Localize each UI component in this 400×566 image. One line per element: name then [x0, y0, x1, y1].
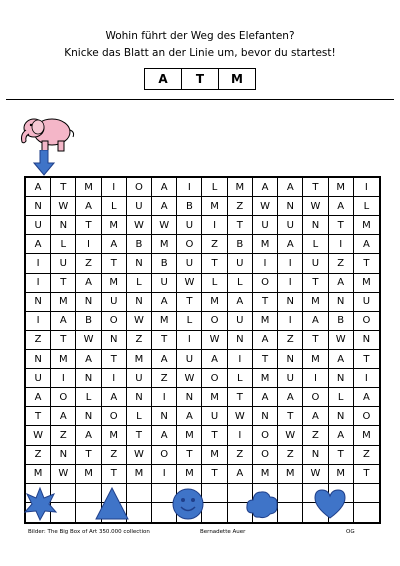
grid-cell: Z	[278, 446, 303, 465]
grid-cell: U	[278, 369, 303, 388]
grid-cell: I	[253, 254, 278, 273]
sequence-letter: T	[181, 69, 218, 89]
grid-cell: T	[253, 350, 278, 369]
grid-cell: A	[329, 274, 354, 293]
letter-grid	[24, 176, 381, 524]
grid-cell: Z	[102, 446, 127, 465]
grid-cell: B	[228, 235, 253, 254]
grid-cell: A	[228, 293, 253, 312]
grid-cell: A	[354, 388, 379, 407]
grid-cell: L	[177, 312, 202, 331]
grid-cell: A	[102, 235, 127, 254]
grid-cell: I	[26, 312, 51, 331]
grid-cell: N	[127, 293, 152, 312]
grid-cell: N	[26, 293, 51, 312]
grid-cell: I	[102, 369, 127, 388]
grid-cell: Z	[228, 197, 253, 216]
grid-cell: L	[76, 388, 101, 407]
grid-cell: W	[51, 465, 76, 484]
grid-cell: A	[152, 426, 177, 445]
grid-cell: O	[102, 407, 127, 426]
grid-cell: U	[127, 369, 152, 388]
grid-cell: A	[76, 350, 101, 369]
grid-cell: A	[102, 388, 127, 407]
grid-cell: L	[228, 274, 253, 293]
grid-cell: N	[329, 369, 354, 388]
grid-cell: I	[177, 178, 202, 197]
grid-cell: B	[76, 312, 101, 331]
grid-cell: O	[177, 235, 202, 254]
grid-cell: A	[76, 274, 101, 293]
grid-cell: T	[202, 465, 227, 484]
grid-cell: M	[354, 274, 379, 293]
grid-cell: U	[177, 254, 202, 273]
grid-cell: B	[329, 312, 354, 331]
grid-cell: T	[303, 274, 328, 293]
grid-cell: B	[177, 197, 202, 216]
grid-cell: U	[278, 216, 303, 235]
fold-line	[6, 99, 394, 100]
grid-cell: M	[228, 178, 253, 197]
grid-cell: N	[303, 216, 328, 235]
grid-cell: U	[253, 216, 278, 235]
grid-cell: N	[329, 293, 354, 312]
grid-cell: T	[102, 254, 127, 273]
down-arrow-icon	[33, 150, 55, 176]
grid-cell: M	[202, 388, 227, 407]
grid-cell: T	[102, 350, 127, 369]
heart-shape-icon	[312, 486, 348, 522]
triangle-shape-icon	[94, 486, 130, 522]
grid-cell: T	[51, 331, 76, 350]
grid-cell: T	[51, 274, 76, 293]
grid-cell: M	[152, 235, 177, 254]
grid-cell: U	[51, 254, 76, 273]
grid-cell: M	[102, 426, 127, 445]
letter-sequence	[144, 68, 256, 90]
grid-cell: A	[51, 407, 76, 426]
grid-cell: L	[202, 178, 227, 197]
grid-cell: Z	[278, 331, 303, 350]
grid-cell: T	[329, 216, 354, 235]
grid-cell: T	[177, 446, 202, 465]
grid-cell: I	[228, 350, 253, 369]
grid-cell: M	[278, 465, 303, 484]
grid-cell: T	[354, 254, 379, 273]
grid-cell: N	[127, 254, 152, 273]
grid-cell: B	[127, 235, 152, 254]
grid-cell: M	[76, 465, 101, 484]
grid-cell: I	[76, 235, 101, 254]
grid-cell: U	[26, 216, 51, 235]
grid-cell: O	[202, 312, 227, 331]
grid-cell: W	[177, 369, 202, 388]
grid-cell: T	[303, 178, 328, 197]
grid-cell: A	[152, 293, 177, 312]
grid-cell: W	[127, 312, 152, 331]
grid-cell: O	[152, 446, 177, 465]
instruction-title: Wohin führt der Weg des Elefanten?	[105, 30, 295, 42]
elephant-icon	[18, 110, 76, 154]
grid-cell: N	[278, 350, 303, 369]
grid-cell: A	[278, 235, 303, 254]
grid-cell: I	[177, 331, 202, 350]
grid-cell: M	[152, 312, 177, 331]
grid-cell: T	[152, 331, 177, 350]
grid-cell: N	[26, 350, 51, 369]
grid-cell: M	[177, 426, 202, 445]
grid-cell: M	[329, 465, 354, 484]
grid-cell: M	[253, 312, 278, 331]
grid-cell: U	[102, 293, 127, 312]
grid-cell: O	[253, 426, 278, 445]
grid-cell: I	[51, 369, 76, 388]
smiley-shape-icon	[170, 486, 206, 522]
grid-cell: I	[278, 254, 303, 273]
grid-cell: O	[127, 178, 152, 197]
cloud-shape-icon	[244, 486, 280, 522]
grid-cell: O	[253, 446, 278, 465]
grid-cell: Z	[152, 369, 177, 388]
grid-cell: I	[26, 274, 51, 293]
sequence-letter: A	[158, 72, 168, 86]
grid-cell: M	[177, 465, 202, 484]
grid-cell: I	[152, 465, 177, 484]
grid-cell: A	[278, 388, 303, 407]
grid-cell: A	[329, 197, 354, 216]
grid-cell: Z	[127, 331, 152, 350]
grid-cell: T	[76, 446, 101, 465]
grid-cell: Z	[202, 235, 227, 254]
grid-cell: L	[127, 407, 152, 426]
grid-cell: M	[354, 426, 379, 445]
grid-cell: W	[76, 331, 101, 350]
grid-cell: O	[51, 388, 76, 407]
grid-cell: A	[177, 407, 202, 426]
grid-cell: N	[303, 446, 328, 465]
grid-cell: T	[177, 293, 202, 312]
grid-cell: T	[329, 446, 354, 465]
grid-cell: A	[76, 426, 101, 445]
grid-cell: M	[76, 178, 101, 197]
grid-cell: N	[26, 197, 51, 216]
instruction-subtitle: Knicke das Blatt an der Linie um, bevor du startest!	[64, 47, 336, 59]
grid-cell: U	[127, 197, 152, 216]
grid-cell: M	[127, 350, 152, 369]
grid-cell: I	[329, 235, 354, 254]
grid-cell: N	[228, 331, 253, 350]
grid-cell: W	[26, 426, 51, 445]
grid-cell: Z	[26, 331, 51, 350]
grid-cell: Z	[303, 426, 328, 445]
grid-cell: N	[177, 388, 202, 407]
grid-cell: W	[127, 216, 152, 235]
grid-cell: U	[228, 254, 253, 273]
grid-cell: Z	[329, 254, 354, 273]
grid-cell: U	[177, 216, 202, 235]
grid-cell: O	[354, 407, 379, 426]
grid-cell: T	[202, 254, 227, 273]
grid-cell: M	[253, 465, 278, 484]
grid-cell: M	[303, 293, 328, 312]
grid-cell: U	[202, 407, 227, 426]
grid-cell: A	[253, 331, 278, 350]
grid-cell: M	[26, 465, 51, 484]
grid-cell: M	[51, 350, 76, 369]
grid-cell: W	[303, 197, 328, 216]
grid-cell: I	[278, 312, 303, 331]
grid-cell: M	[102, 274, 127, 293]
grid-cell: M	[253, 235, 278, 254]
grid-cell: N	[51, 216, 76, 235]
grid-cell: A	[76, 197, 101, 216]
grid-cell: T	[303, 331, 328, 350]
grid-cell: W	[51, 197, 76, 216]
grid-cell: L	[127, 274, 152, 293]
grid-cell: W	[278, 426, 303, 445]
grid-cell: U	[177, 350, 202, 369]
grid-cell: N	[51, 446, 76, 465]
grid-cell: T	[228, 216, 253, 235]
grid-cell: A	[202, 350, 227, 369]
grid-cell: N	[76, 407, 101, 426]
shape-row	[0, 486, 400, 526]
grid-cell: A	[228, 465, 253, 484]
grid-cell: A	[26, 388, 51, 407]
grid-cell: I	[102, 178, 127, 197]
grid-cell: Z	[354, 446, 379, 465]
grid-cell: W	[253, 197, 278, 216]
initials: OG	[346, 529, 355, 535]
grid-cell: N	[329, 407, 354, 426]
grid-cell: T	[253, 293, 278, 312]
grid-cell: L	[329, 388, 354, 407]
grid-cell: A	[253, 388, 278, 407]
grid-cell: W	[202, 331, 227, 350]
grid-cell: M	[303, 350, 328, 369]
grid-cell: A	[354, 235, 379, 254]
grid-cell: U	[152, 274, 177, 293]
grid-cell: M	[202, 446, 227, 465]
grid-cell: N	[76, 293, 101, 312]
grid-cell: N	[102, 331, 127, 350]
grid-cell: O	[354, 312, 379, 331]
grid-cell: O	[253, 274, 278, 293]
grid-cell: O	[102, 312, 127, 331]
grid-cell: A	[51, 312, 76, 331]
grid-cell: M	[127, 465, 152, 484]
grid-cell: N	[253, 407, 278, 426]
grid-cell: Z	[76, 254, 101, 273]
grid-cell: T	[202, 426, 227, 445]
grid-cell: N	[354, 331, 379, 350]
grid-cell: N	[76, 369, 101, 388]
grid-cell: O	[202, 369, 227, 388]
grid-cell: B	[152, 254, 177, 273]
grid-cell: T	[354, 350, 379, 369]
grid-cell: M	[253, 369, 278, 388]
grid-cell: Z	[26, 446, 51, 465]
grid-cell: W	[152, 216, 177, 235]
grid-cell: I	[152, 388, 177, 407]
grid-cell: L	[51, 235, 76, 254]
grid-cell: A	[152, 350, 177, 369]
grid-cell: A	[253, 178, 278, 197]
grid-cell: A	[152, 197, 177, 216]
grid-cell: T	[102, 465, 127, 484]
grid-cell: T	[354, 465, 379, 484]
image-credit: Bilder: The Big Box of Art 350.000 collection	[28, 529, 150, 535]
grid-cell: M	[202, 293, 227, 312]
grid-cell: T	[26, 407, 51, 426]
grid-cell: L	[303, 235, 328, 254]
grid-cell: I	[26, 254, 51, 273]
grid-cell: A	[278, 178, 303, 197]
grid-cell: U	[26, 369, 51, 388]
grid-cell: N	[278, 197, 303, 216]
grid-cell: I	[228, 426, 253, 445]
grid-cell: M	[202, 197, 227, 216]
grid-cell: I	[354, 369, 379, 388]
grid-cell: A	[152, 178, 177, 197]
grid-cell: N	[127, 388, 152, 407]
star-shape-icon	[22, 486, 58, 522]
grid-cell: A	[26, 235, 51, 254]
grid-cell: T	[278, 407, 303, 426]
grid-cell: L	[202, 274, 227, 293]
grid-cell: I	[354, 178, 379, 197]
grid-cell: M	[354, 216, 379, 235]
grid-cell: N	[152, 407, 177, 426]
grid-cell: O	[303, 388, 328, 407]
grid-cell: Z	[228, 446, 253, 465]
grid-cell: I	[202, 216, 227, 235]
grid-cell: T	[51, 178, 76, 197]
grid-cell: I	[303, 369, 328, 388]
grid-cell: W	[127, 446, 152, 465]
grid-cell: U	[354, 293, 379, 312]
grid-cell: A	[26, 178, 51, 197]
grid-cell: U	[303, 254, 328, 273]
grid-cell: A	[329, 426, 354, 445]
grid-cell: U	[228, 312, 253, 331]
grid-cell: N	[278, 293, 303, 312]
grid-cell: M	[102, 216, 127, 235]
grid-cell: W	[329, 331, 354, 350]
grid-cell: A	[303, 407, 328, 426]
grid-cell: L	[102, 197, 127, 216]
grid-cell: W	[303, 465, 328, 484]
grid-cell: L	[354, 197, 379, 216]
grid-cell: M	[329, 178, 354, 197]
grid-cell: A	[329, 350, 354, 369]
grid-cell: T	[76, 216, 101, 235]
grid-cell: A	[303, 312, 328, 331]
grid-cell: L	[228, 369, 253, 388]
grid-cell: W	[177, 274, 202, 293]
grid-cell: T	[127, 426, 152, 445]
grid-cell: M	[51, 293, 76, 312]
grid-cell: I	[278, 274, 303, 293]
grid-cell: T	[228, 388, 253, 407]
sequence-letter: M	[218, 69, 255, 89]
author-name: Bernadette Auer	[200, 529, 246, 535]
grid-cell: W	[228, 407, 253, 426]
grid-cell: Z	[51, 426, 76, 445]
